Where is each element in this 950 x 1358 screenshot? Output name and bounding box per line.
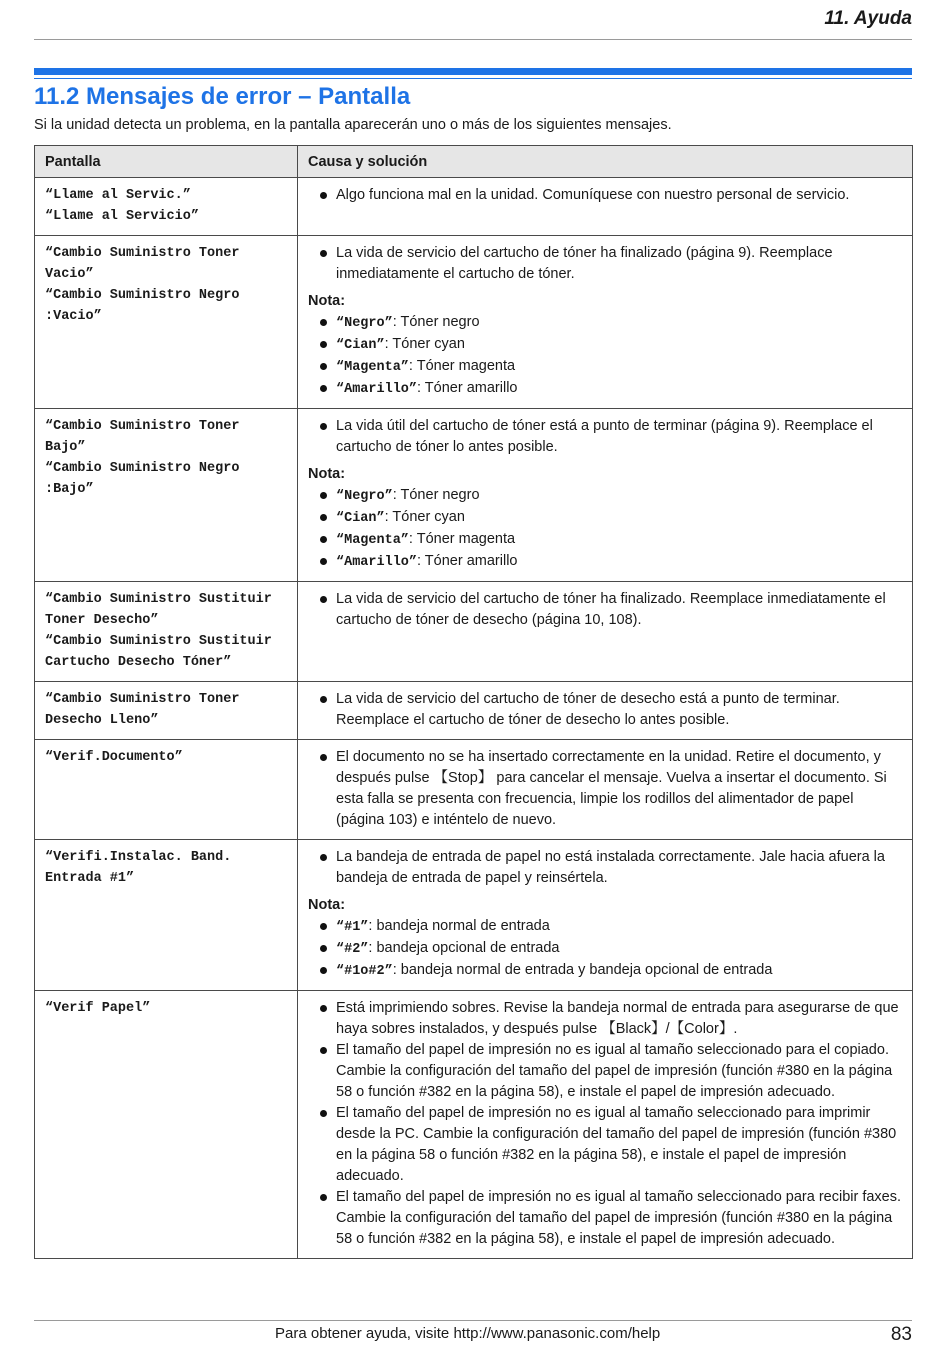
note-item xyxy=(308,485,902,507)
note-list xyxy=(308,485,902,573)
display-message: “Cambio Suministro Toner Vacio” xyxy=(45,246,240,282)
chapter-heading: 11. Ayuda xyxy=(824,8,912,29)
note-item xyxy=(308,507,902,529)
table-row xyxy=(35,991,913,1259)
header-rule xyxy=(34,39,912,40)
column-header-display: Pantalla xyxy=(35,146,298,178)
cause-list xyxy=(308,416,902,458)
display-message: “Verif Papel” xyxy=(45,1001,151,1016)
table-row xyxy=(35,582,913,682)
cause-solution-cell xyxy=(298,840,913,991)
note-code: “Cian” xyxy=(336,511,385,526)
cause-solution-cell xyxy=(298,991,913,1259)
note-text: : Tóner amarillo xyxy=(417,380,518,396)
note-list xyxy=(308,916,902,982)
note-item xyxy=(308,356,902,378)
display-message-cell xyxy=(35,840,298,991)
cause-solution-cell xyxy=(298,740,913,840)
note-item xyxy=(308,551,902,573)
table-row xyxy=(35,840,913,991)
note-label: Nota: xyxy=(308,293,346,309)
cause-item: La vida de servicio del cartucho de tóner ha finalizado. Reemplace inmediatamente el cartucho de tóner de desecho (página 10, 108). xyxy=(308,589,902,631)
display-message: “Llame al Servic.” xyxy=(45,188,191,203)
note-item xyxy=(308,960,902,982)
note-text: : bandeja opcional de entrada xyxy=(368,940,560,956)
cause-list xyxy=(308,589,902,631)
display-message-cell xyxy=(35,236,298,409)
note-code: “Amarillo” xyxy=(336,555,418,570)
cause-list xyxy=(308,243,902,285)
cause-list xyxy=(308,998,902,1250)
cause-item: La vida útil del cartucho de tóner está a punto de terminar (página 9). Reemplace el cartucho de tóner lo antes posible. xyxy=(308,416,902,458)
section-bar xyxy=(34,68,912,75)
cause-list xyxy=(308,747,902,831)
cause-item: Está imprimiendo sobres. Revise la bandeja normal de entrada para asegurarse de que haya sobres instalados, y después pulse 【Black】/【Color】. xyxy=(308,998,902,1040)
display-message: “Verifi.Instalac. Band. Entrada #1” xyxy=(45,850,232,886)
cause-item: Algo funciona mal en la unidad. Comuníquese con nuestro personal de servicio. xyxy=(308,185,902,206)
note-code: “Negro” xyxy=(336,316,393,331)
note-label: Nota: xyxy=(308,466,346,482)
note-code: “Magenta” xyxy=(336,533,409,548)
note-item xyxy=(308,334,902,356)
display-message-cell xyxy=(35,178,298,236)
note-code: “Cian” xyxy=(336,338,385,353)
cause-item: La vida de servicio del cartucho de tóner de desecho está a punto de terminar. Reemplace el cartucho de tóner de desecho lo antes posible. xyxy=(308,689,902,731)
footer-rule xyxy=(34,1320,912,1321)
cause-solution-cell xyxy=(298,178,913,236)
display-message-cell xyxy=(35,409,298,582)
display-message: “Cambio Suministro Negro :Vacio” xyxy=(45,288,240,324)
page-number: 83 xyxy=(890,1324,912,1345)
cause-solution-cell xyxy=(298,409,913,582)
note-label: Nota: xyxy=(308,897,346,913)
display-message-cell xyxy=(35,582,298,682)
cause-solution-cell xyxy=(298,582,913,682)
note-item xyxy=(308,916,902,938)
cause-item: La vida de servicio del cartucho de tóner ha finalizado (página 9). Reemplace inmediatamente el cartucho de tóner. xyxy=(308,243,902,285)
table-row xyxy=(35,740,913,840)
note-code: “#1” xyxy=(336,920,369,935)
note-code: “#1o#2” xyxy=(336,964,393,979)
footer-help-text: Para obtener ayuda, visite http://www.panasonic.com/help xyxy=(275,1325,661,1342)
note-code: “Magenta” xyxy=(336,360,409,375)
note-item xyxy=(308,529,902,551)
cause-list xyxy=(308,847,902,889)
note-list xyxy=(308,312,902,400)
table-row xyxy=(35,682,913,740)
section-bar-thin xyxy=(34,78,912,79)
cause-solution-cell xyxy=(298,682,913,740)
cause-list xyxy=(308,689,902,731)
note-code: “Negro” xyxy=(336,489,393,504)
note-text: : Tóner negro xyxy=(392,314,480,330)
display-message: “Cambio Suministro Toner Bajo” xyxy=(45,419,240,455)
table-row xyxy=(35,236,913,409)
column-header-cause: Causa y solución xyxy=(298,146,913,178)
table-row xyxy=(35,409,913,582)
note-item xyxy=(308,378,902,400)
display-message-cell xyxy=(35,740,298,840)
cause-item: El tamaño del papel de impresión no es igual al tamaño seleccionado para el copiado. Cambie la configuración del tamaño del papel de impresión (función #380 en la página 58 o función #382 en la página 58), e instale el papel de impresión adecuado. xyxy=(308,1040,902,1103)
display-message-cell xyxy=(35,991,298,1259)
display-message: “Llame al Servicio” xyxy=(45,209,199,224)
note-text: : bandeja normal de entrada xyxy=(368,918,550,934)
table-body xyxy=(35,178,913,1259)
cause-item: La bandeja de entrada de papel no está instalada correctamente. Jale hacia afuera la bandeja de entrada de papel y reinsértela. xyxy=(308,847,902,889)
note-text: : Tóner magenta xyxy=(408,531,516,547)
cause-item: El tamaño del papel de impresión no es igual al tamaño seleccionado para imprimir desde la PC. Cambie la configuración del tamaño del papel de impresión (función #380 en la página 58 o función #382 en la página 58), e instale el papel de impresión adecuado. xyxy=(308,1103,902,1187)
error-messages-table xyxy=(34,145,913,1259)
display-message: “Cambio Suministro Negro :Bajo” xyxy=(45,461,240,497)
note-text: : Tóner cyan xyxy=(384,336,465,352)
table-header-row xyxy=(35,146,913,178)
cause-item: El documento no se ha insertado correctamente en la unidad. Retire el documento, y después pulse 【Stop】 para cancelar el mensaje. Vuelva a insertar el documento. Si esta falla se presenta con frecuencia, limpie los rodillos del alimentador de papel (página 103) e inténtelo de nuevo. xyxy=(308,747,902,831)
note-item xyxy=(308,312,902,334)
section-title: 11.2 Mensajes de error – Pantalla xyxy=(34,83,411,110)
display-message: “Cambio Suministro Toner Desecho Lleno” xyxy=(45,692,240,728)
note-text: : bandeja normal de entrada y bandeja opcional de entrada xyxy=(392,962,773,978)
note-code: “#2” xyxy=(336,942,369,957)
display-message: “Verif.Documento” xyxy=(45,750,183,765)
table-row xyxy=(35,178,913,236)
cause-item: El tamaño del papel de impresión no es igual al tamaño seleccionado para recibir faxes. Cambie la configuración del tamaño del papel de impresión (función #380 en la página 58 o función #382 en la página 58), e instale el papel de impresión adecuado. xyxy=(308,1187,902,1250)
section-intro: Si la unidad detecta un problema, en la pantalla aparecerán uno o más de los siguientes mensajes. xyxy=(34,117,672,133)
note-text: : Tóner amarillo xyxy=(417,553,518,569)
note-text: : Tóner magenta xyxy=(408,358,516,374)
note-text: : Tóner cyan xyxy=(384,509,465,525)
note-code: “Amarillo” xyxy=(336,382,418,397)
note-text: : Tóner negro xyxy=(392,487,480,503)
display-message: “Cambio Suministro Sustituir Toner Desecho” xyxy=(45,592,272,628)
display-message-cell xyxy=(35,682,298,740)
cause-solution-cell xyxy=(298,236,913,409)
cause-list xyxy=(308,185,902,206)
display-message: “Cambio Suministro Sustituir Cartucho Desecho Tóner” xyxy=(45,634,272,670)
note-item xyxy=(308,938,902,960)
